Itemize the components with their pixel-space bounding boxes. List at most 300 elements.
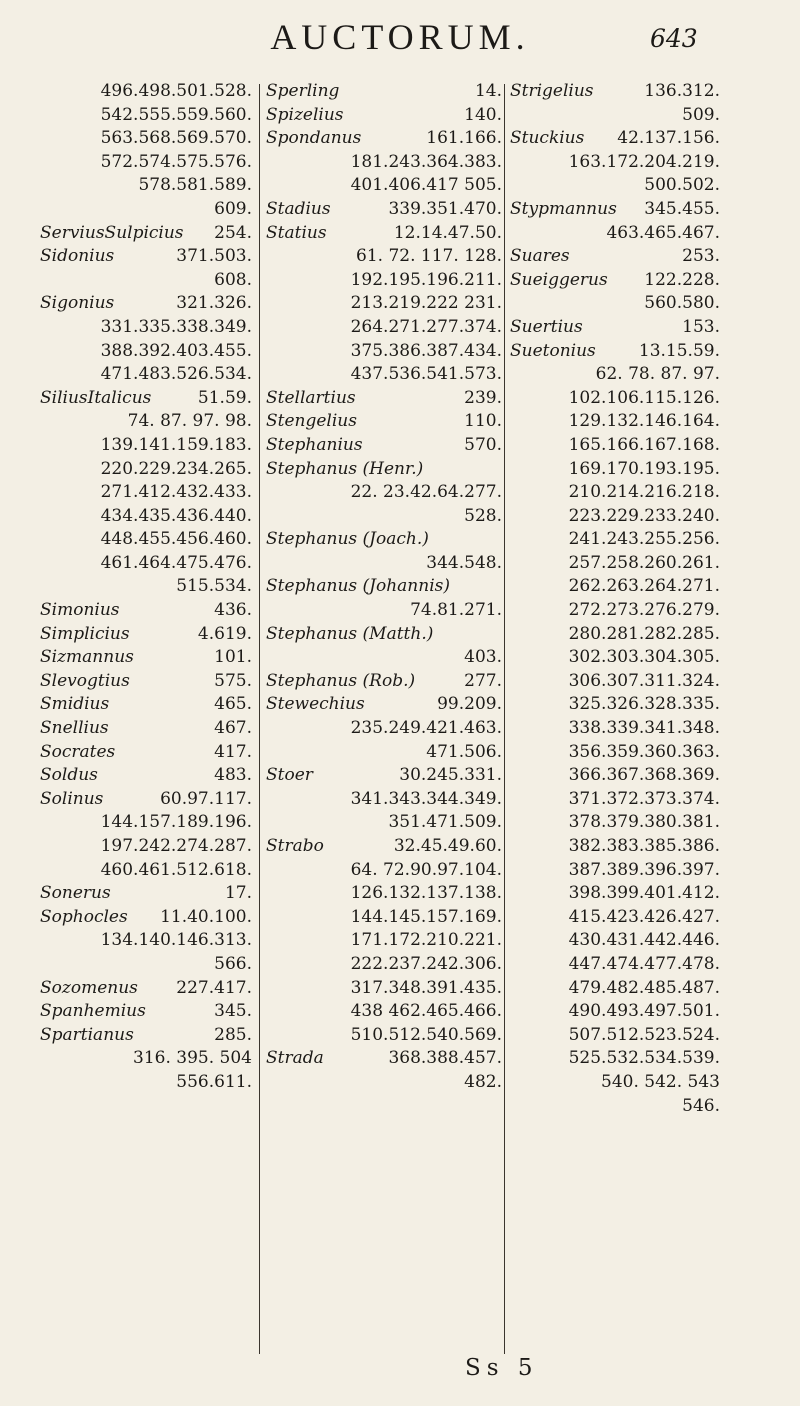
- index-entry: [510, 788, 720, 812]
- index-entry: [266, 1000, 502, 1024]
- entry-page-refs: 74.81.271.: [410, 600, 502, 621]
- entry-author-name: Stephanus (Johannis): [266, 576, 450, 597]
- index-entry: [40, 316, 252, 340]
- index-entry: [266, 623, 502, 647]
- entry-page-refs: 321.326.: [176, 293, 252, 314]
- index-entry: [266, 104, 502, 128]
- index-entry: [40, 882, 252, 906]
- index-entry: [40, 222, 252, 246]
- entry-page-refs: 51.59.: [197, 387, 252, 408]
- index-entry: [266, 693, 502, 717]
- index-entry: [510, 1071, 720, 1095]
- entry-page-refs: 254.: [214, 222, 252, 243]
- page-number: 643: [650, 24, 698, 53]
- entry-page-refs: 438 462.465.466.: [350, 1001, 502, 1022]
- entry-page-refs: 139.141.159.183.: [100, 434, 252, 455]
- index-entry: [266, 764, 502, 788]
- entry-page-refs: 378.379.380.381.: [568, 812, 720, 833]
- entry-page-refs: 471.483.526.534.: [100, 364, 252, 385]
- entry-page-refs: 4.619.: [197, 623, 252, 644]
- index-entry: [40, 410, 252, 434]
- entry-page-refs: 448.455.456.460.: [100, 529, 252, 550]
- entry-page-refs: 253.: [682, 246, 720, 267]
- entry-page-refs: 482.: [464, 1071, 502, 1092]
- index-entry: [266, 1024, 502, 1048]
- index-entry: [510, 552, 720, 576]
- entry-page-refs: 62. 78. 87. 97.: [595, 364, 720, 385]
- entry-page-refs: 490.493.497.501.: [568, 1001, 720, 1022]
- index-entry: [266, 882, 502, 906]
- entry-author-name: ServiusSulpicius: [40, 222, 184, 243]
- index-entry: [40, 458, 252, 482]
- entry-page-refs: 609.: [214, 198, 252, 219]
- entry-page-refs: 302.303.304.305.: [568, 647, 720, 668]
- entry-page-refs: 241.243.255.256.: [568, 529, 720, 550]
- index-entry: [266, 80, 502, 104]
- entry-page-refs: 465.: [214, 694, 252, 715]
- index-entry: [266, 575, 502, 599]
- index-entry: [40, 104, 252, 128]
- entry-author-name: Sophocles: [40, 906, 128, 927]
- index-entry: [510, 670, 720, 694]
- entry-author-name: Stephanius: [266, 434, 363, 455]
- index-entry: [40, 575, 252, 599]
- index-entry: [510, 410, 720, 434]
- entry-page-refs: 165.166.167.168.: [568, 434, 720, 455]
- entry-page-refs: 161.166.: [426, 128, 502, 149]
- entry-author-name: Statius: [266, 222, 327, 243]
- entry-page-refs: 339.351.470.: [388, 198, 502, 219]
- entry-page-refs: 101.: [214, 647, 252, 668]
- entry-page-refs: 126.132.137.138.: [350, 883, 502, 904]
- entry-page-refs: 387.389.396.397.: [568, 859, 720, 880]
- entry-author-name: Stephanus (Matth.): [266, 623, 434, 644]
- entry-page-refs: 563.568.569.570.: [100, 128, 252, 149]
- entry-author-name: Socrates: [40, 741, 116, 762]
- index-entry: [510, 151, 720, 175]
- index-entry: [40, 764, 252, 788]
- entry-page-refs: 181.243.364.383.: [350, 151, 502, 172]
- index-entry: [40, 127, 252, 151]
- index-entry: [40, 646, 252, 670]
- index-entry: [510, 104, 720, 128]
- index-entry: [40, 552, 252, 576]
- entry-page-refs: 13.15.59.: [638, 340, 720, 361]
- index-entry: [510, 434, 720, 458]
- entry-page-refs: 331.335.338.349.: [100, 316, 252, 337]
- entry-author-name: Sozomenus: [40, 977, 138, 998]
- index-entry: [510, 363, 720, 387]
- index-entry: [510, 528, 720, 552]
- index-entry: [266, 245, 502, 269]
- index-entry: [40, 953, 252, 977]
- index-entry: [510, 458, 720, 482]
- entry-author-name: Slevogtius: [40, 670, 130, 691]
- entry-author-name: Sueiggerus: [510, 269, 608, 290]
- entry-author-name: Sonerus: [40, 883, 111, 904]
- entry-author-name: Sperling: [266, 81, 340, 101]
- signature-mark: Ss 5: [465, 1355, 539, 1381]
- index-entry: [40, 1047, 252, 1071]
- index-entry: [266, 835, 502, 859]
- index-entry: [40, 151, 252, 175]
- entry-page-refs: 398.399.401.412.: [568, 883, 720, 904]
- index-entry: [266, 151, 502, 175]
- entry-page-refs: 542.555.559.560.: [100, 104, 252, 125]
- entry-page-refs: 30.245.331.: [399, 765, 502, 786]
- entry-page-refs: 60.97.117.: [160, 788, 252, 809]
- index-entry: [510, 693, 720, 717]
- entry-author-name: Solinus: [40, 788, 104, 809]
- entry-page-refs: 32.45.49.60.: [393, 836, 502, 856]
- index-entry: [266, 859, 502, 883]
- index-entry: [266, 811, 502, 835]
- entry-page-refs: 110.: [464, 411, 502, 432]
- index-entry: [510, 835, 720, 859]
- entry-author-name: Stengelius: [266, 411, 357, 432]
- index-entry: [40, 198, 252, 222]
- index-entry: [510, 906, 720, 930]
- index-entry: [40, 1071, 252, 1095]
- entry-page-refs: 388.392.403.455.: [100, 340, 252, 361]
- index-entry: [510, 269, 720, 293]
- entry-page-refs: 507.512.523.524.: [568, 1024, 720, 1045]
- index-entry: [510, 575, 720, 599]
- entry-page-refs: 471.506.: [426, 741, 502, 762]
- index-entry: [266, 788, 502, 812]
- entry-author-name: Simonius: [40, 600, 120, 621]
- index-column-3: [510, 80, 720, 1118]
- index-entry: [266, 222, 502, 246]
- entry-page-refs: 366.367.368.369.: [568, 765, 720, 786]
- entry-page-refs: 345.455.: [644, 198, 720, 219]
- index-entry: [266, 670, 502, 694]
- entry-author-name: Stephanus (Joach.): [266, 529, 429, 550]
- index-entry: [266, 292, 502, 316]
- index-entry: [510, 505, 720, 529]
- entry-page-refs: 375.386.387.434.: [350, 340, 502, 361]
- entry-author-name: Sigonius: [40, 293, 115, 314]
- index-entry: [510, 340, 720, 364]
- index-entry: [510, 599, 720, 623]
- index-entry: [40, 269, 252, 293]
- entry-page-refs: 341.343.344.349.: [350, 788, 502, 809]
- entry-page-refs: 285.: [214, 1024, 252, 1045]
- entry-page-refs: 575.: [214, 670, 252, 691]
- entry-page-refs: 17.: [224, 883, 252, 904]
- entry-page-refs: 608.: [214, 269, 252, 290]
- entry-author-name: Strada: [266, 1048, 324, 1069]
- index-entry: [40, 929, 252, 953]
- entry-page-refs: 351.471.509.: [388, 812, 502, 833]
- index-entry: [510, 811, 720, 835]
- entry-page-refs: 572.574.575.576.: [100, 151, 252, 172]
- entry-page-refs: 213.219.222 231.: [350, 293, 502, 314]
- entry-page-refs: 496.498.501.528.: [100, 81, 252, 101]
- entry-page-refs: 368.388.457.: [388, 1048, 502, 1069]
- entry-author-name: Smidius: [40, 694, 110, 715]
- index-entry: [40, 741, 252, 765]
- entry-author-name: Stewechius: [266, 694, 365, 715]
- index-entry: [40, 80, 252, 104]
- entry-page-refs: 197.242.274.287.: [100, 836, 252, 856]
- index-entry: [40, 292, 252, 316]
- index-entry: [510, 764, 720, 788]
- entry-page-refs: 169.170.193.195.: [568, 458, 720, 479]
- index-entry: [510, 977, 720, 1001]
- entry-page-refs: 210.214.216.218.: [568, 482, 720, 503]
- entry-page-refs: 528.: [464, 505, 502, 526]
- entry-page-refs: 525.532.534.539.: [568, 1048, 720, 1069]
- index-entry: [510, 623, 720, 647]
- entry-author-name: SiliusItalicus: [40, 387, 152, 408]
- index-entry: [266, 1071, 502, 1095]
- index-entry: [40, 1000, 252, 1024]
- index-entry: [510, 245, 720, 269]
- entry-page-refs: 434.435.436.440.: [100, 505, 252, 526]
- entry-page-refs: 415.423.426.427.: [568, 906, 720, 927]
- entry-page-refs: 509.: [682, 104, 720, 125]
- entry-author-name: Suares: [510, 246, 570, 267]
- entry-page-refs: 222.237.242.306.: [350, 953, 502, 974]
- entry-page-refs: 510.512.540.569.: [350, 1024, 502, 1045]
- entry-page-refs: 264.271.277.374.: [350, 316, 502, 337]
- entry-author-name: Strigelius: [510, 81, 594, 101]
- entry-page-refs: 272.273.276.279.: [568, 600, 720, 621]
- entry-page-refs: 163.172.204.219.: [568, 151, 720, 172]
- entry-page-refs: 560.580.: [644, 293, 720, 314]
- entry-page-refs: 483.: [214, 765, 252, 786]
- entry-author-name: Spondanus: [266, 128, 362, 149]
- index-entry: [266, 906, 502, 930]
- entry-page-refs: 144.157.189.196.: [100, 812, 252, 833]
- entry-page-refs: 338.339.341.348.: [568, 718, 720, 739]
- entry-author-name: Strabo: [266, 836, 324, 856]
- entry-page-refs: 22. 23.42.64.277.: [350, 482, 502, 503]
- page-header: [0, 16, 800, 66]
- index-entry: [40, 811, 252, 835]
- entry-page-refs: 460.461.512.618.: [100, 859, 252, 880]
- entry-author-name: Stypmannus: [510, 198, 617, 219]
- index-entry: [40, 788, 252, 812]
- running-head: AUCTORUM.: [270, 17, 530, 57]
- entry-page-refs: 467.: [214, 718, 252, 739]
- index-entry: [266, 552, 502, 576]
- index-entry: [510, 80, 720, 104]
- index-entry: [40, 387, 252, 411]
- entry-page-refs: 144.145.157.169.: [350, 906, 502, 927]
- index-entry: [510, 222, 720, 246]
- index-entry: [40, 174, 252, 198]
- entry-page-refs: 99.209.: [437, 694, 502, 715]
- entry-page-refs: 42.137.156.: [617, 128, 720, 149]
- entry-author-name: Suertius: [510, 316, 583, 337]
- index-entry: [40, 835, 252, 859]
- entry-page-refs: 556.611.: [176, 1071, 252, 1092]
- entry-author-name: Stuckius: [510, 128, 585, 149]
- entry-author-name: Stellartius: [266, 387, 356, 408]
- entry-page-refs: 417.: [214, 741, 252, 762]
- index-column-2: [266, 80, 502, 1095]
- index-entry: [266, 434, 502, 458]
- index-entry: [510, 717, 720, 741]
- entry-page-refs: 102.106.115.126.: [568, 387, 720, 408]
- entry-page-refs: 153.: [682, 316, 720, 337]
- index-entry: [266, 316, 502, 340]
- index-entry: [266, 977, 502, 1001]
- entry-page-refs: 239.: [464, 387, 502, 408]
- entry-page-refs: 61. 72. 117. 128.: [356, 246, 502, 267]
- entry-author-name: Soldus: [40, 765, 98, 786]
- index-entry: [40, 340, 252, 364]
- index-entry: [266, 646, 502, 670]
- index-entry: [510, 387, 720, 411]
- entry-author-name: Spizelius: [266, 104, 344, 125]
- entry-page-refs: 430.431.442.446.: [568, 930, 720, 951]
- index-entry: [510, 1024, 720, 1048]
- entry-page-refs: 401.406.417 505.: [350, 175, 502, 196]
- index-entry: [510, 481, 720, 505]
- entry-page-refs: 344.548.: [426, 552, 502, 573]
- entry-page-refs: 566.: [214, 953, 252, 974]
- index-entry: [510, 859, 720, 883]
- entry-page-refs: 382.383.385.386.: [568, 836, 720, 856]
- entry-page-refs: 463.465.467.: [606, 222, 720, 243]
- entry-page-refs: 134.140.146.313.: [100, 930, 252, 951]
- index-entry: [266, 387, 502, 411]
- entry-page-refs: 227.417.: [176, 977, 252, 998]
- entry-page-refs: 262.263.264.271.: [568, 576, 720, 597]
- entry-author-name: Spartianus: [40, 1024, 134, 1045]
- index-entry: [266, 458, 502, 482]
- index-entry: [40, 363, 252, 387]
- index-entry: [510, 646, 720, 670]
- index-entry: [266, 363, 502, 387]
- entry-page-refs: 257.258.260.261.: [568, 552, 720, 573]
- index-entry: [266, 340, 502, 364]
- index-entry: [510, 1047, 720, 1071]
- entry-page-refs: 220.229.234.265.: [100, 458, 252, 479]
- entry-page-refs: 437.536.541.573.: [350, 364, 502, 385]
- index-entry: [266, 269, 502, 293]
- entry-page-refs: 74. 87. 97. 98.: [127, 411, 252, 432]
- entry-page-refs: 122.228.: [644, 269, 720, 290]
- entry-author-name: Snellius: [40, 718, 109, 739]
- entry-page-refs: 500.502.: [644, 175, 720, 196]
- entry-page-refs: 64. 72.90.97.104.: [350, 859, 502, 880]
- index-entry: [510, 316, 720, 340]
- entry-author-name: Spanhemius: [40, 1001, 146, 1022]
- entry-page-refs: 192.195.196.211.: [350, 269, 502, 290]
- entry-page-refs: 12.14.47.50.: [393, 222, 502, 243]
- entry-page-refs: 136.312.: [644, 81, 720, 101]
- index-entry: [266, 717, 502, 741]
- entry-page-refs: 171.172.210.221.: [350, 930, 502, 951]
- index-entry: [510, 1000, 720, 1024]
- index-entry: [266, 1047, 502, 1071]
- index-entry: [266, 198, 502, 222]
- index-entry: [510, 292, 720, 316]
- entry-author-name: Stephanus (Rob.): [266, 670, 416, 691]
- entry-page-refs: 317.348.391.435.: [350, 977, 502, 998]
- index-entry: [40, 505, 252, 529]
- entry-author-name: Sizmannus: [40, 647, 134, 668]
- entry-page-refs: 356.359.360.363.: [568, 741, 720, 762]
- index-entry: [510, 953, 720, 977]
- entry-page-refs: 461.464.475.476.: [100, 552, 252, 573]
- index-entry: [40, 434, 252, 458]
- entry-page-refs: 570.: [464, 434, 502, 455]
- index-entry: [266, 505, 502, 529]
- index-entry: [266, 599, 502, 623]
- entry-author-name: Sidonius: [40, 246, 115, 267]
- index-entry: [40, 245, 252, 269]
- entry-page-refs: 271.412.432.433.: [100, 482, 252, 503]
- entry-page-refs: 280.281.282.285.: [568, 623, 720, 644]
- index-entry: [510, 127, 720, 151]
- entry-page-refs: 223.229.233.240.: [568, 505, 720, 526]
- index-entry: [266, 410, 502, 434]
- index-entry: [40, 1024, 252, 1048]
- index-entry: [266, 953, 502, 977]
- entry-page-refs: 235.249.421.463.: [350, 718, 502, 739]
- entry-page-refs: 371.372.373.374.: [568, 788, 720, 809]
- index-entry: [40, 599, 252, 623]
- index-entry: [40, 670, 252, 694]
- index-entry: [266, 127, 502, 151]
- index-entry: [266, 528, 502, 552]
- index-entry: [40, 717, 252, 741]
- entry-page-refs: 277.: [464, 670, 502, 691]
- index-entry: [266, 174, 502, 198]
- entry-page-refs: 129.132.146.164.: [568, 411, 720, 432]
- index-entry: [40, 859, 252, 883]
- index-entry: [510, 1095, 720, 1119]
- index-entry: [266, 481, 502, 505]
- entry-author-name: Suetonius: [510, 340, 596, 361]
- index-entry: [266, 929, 502, 953]
- entry-page-refs: 447.474.477.478.: [568, 953, 720, 974]
- entry-page-refs: 578.581.589.: [138, 175, 252, 196]
- index-entry: [40, 528, 252, 552]
- index-entry: [40, 623, 252, 647]
- entry-page-refs: 436.: [214, 600, 252, 621]
- index-entry: [40, 906, 252, 930]
- index-entry: [510, 198, 720, 222]
- index-entry: [510, 929, 720, 953]
- entry-page-refs: 540. 542. 543: [601, 1071, 720, 1092]
- entry-author-name: Simplicius: [40, 623, 130, 644]
- entry-author-name: Stadius: [266, 198, 331, 219]
- entry-page-refs: 316. 395. 504: [133, 1048, 252, 1069]
- entry-page-refs: 345.: [214, 1001, 252, 1022]
- entry-page-refs: 403.: [464, 647, 502, 668]
- index-entry: [510, 741, 720, 765]
- index-entry: [510, 882, 720, 906]
- entry-page-refs: 306.307.311.324.: [568, 670, 720, 691]
- entry-author-name: Stoer: [266, 765, 313, 786]
- entry-page-refs: 546.: [682, 1095, 720, 1116]
- index-column-1: [40, 80, 252, 1095]
- index-entry: [266, 741, 502, 765]
- entry-author-name: Stephanus (Henr.): [266, 458, 424, 479]
- entry-page-refs: 515.534.: [176, 576, 252, 597]
- index-entry: [40, 977, 252, 1001]
- entry-page-refs: 11.40.100.: [160, 906, 252, 927]
- entry-page-refs: 479.482.485.487.: [568, 977, 720, 998]
- index-entry: [510, 174, 720, 198]
- entry-page-refs: 325.326.328.335.: [568, 694, 720, 715]
